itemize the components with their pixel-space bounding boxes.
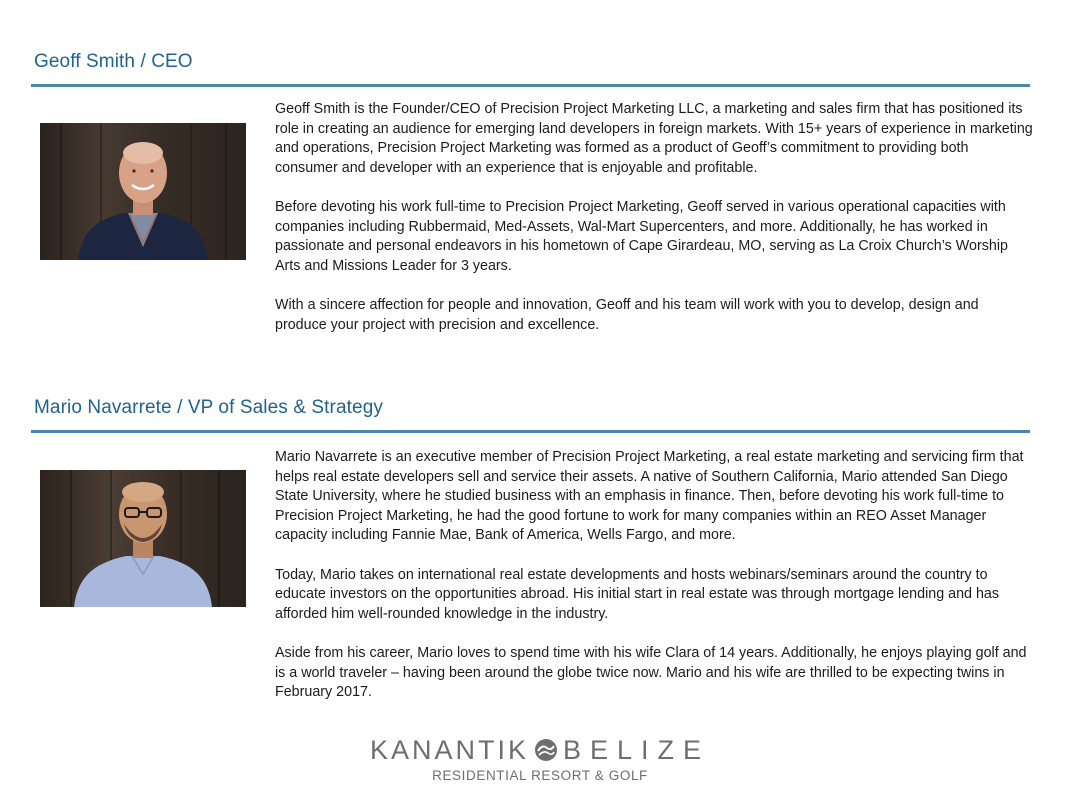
bio-text-mario (275, 448, 1033, 722)
brand-tagline: RESIDENTIAL RESORT & GOLF (432, 768, 648, 783)
brand-name-left: KANANTIK (369, 735, 529, 765)
section-heading-mario: Mario Navarrete / VP of Sales & Strategy (34, 397, 383, 418)
bio-paragraph: Mario Navarrete is an executive member of Precision Project Marketing, a real estate marketing and servicing firm that helps real estate developers sell and service their assets. A native of Southern California, Mario attended San Diego State University, where he studied business with an emphasis in finance. Then, before devoting his work full-time to Precision Project Marketing, he had the good fortune to work for many companies within an REO Asset Manager capacity including Fannie Mae, Bank of America, Wells Fargo, and more. (275, 449, 1024, 544)
bio-paragraph: Today, Mario takes on international real estate developments and hosts webinars/seminars around the country to educate investors on the opportunities abroad. His initial start in real estate was through mortgage lending and has afforded him well-rounded knowledge in the industry. (275, 566, 1000, 622)
brand-logo (0, 734, 1080, 783)
section-divider (31, 84, 1030, 87)
bio-paragraph: Geoff Smith is the Founder/CEO of Precision Project Marketing LLC, a marketing and sales firm that has positioned its role in creating an audience for emerging land developers in foreign markets. With 15+ years of experience in marketing and operations, Precision Project Marketing was formed as a product of Geoff’s commitment to providing both consumer and developer with an experience that is enjoyable and profitable. (275, 101, 1033, 176)
portrait-photo-geoff (40, 123, 246, 260)
bio-paragraph: Aside from his career, Mario loves to spend time with his wife Clara of 14 years. Additionally, he enjoys playing golf and is a world traveler – having been around the globe twice now. Mario and his wife are thrilled to be expecting twins in February 2017. (275, 644, 1027, 701)
section-divider (31, 430, 1030, 433)
swirl-logo-icon (533, 737, 559, 763)
section-heading-geoff: Geoff Smith / CEO (34, 51, 193, 72)
bio-paragraph: With a sincere affection for people and innovation, Geoff and his team will work with you to develop, design and produce your project with precision and excellence. (275, 296, 979, 333)
brand-name-right: BELIZE (562, 735, 711, 765)
portrait-photo-mario (40, 470, 246, 607)
bio-text-geoff (275, 100, 1033, 355)
bio-paragraph: Before devoting his work full-time to Precision Project Marketing, Geoff served in various operational capacities with companies including Rubbermaid, Med-Assets, Wal-Mart Supercenters, and more. Additionally, he has worked in passionate and personal endeavors in his hometown of Cape Girardeau, MO, serving as La Croix Church’s Worship Arts and Missions Leader for 3 years. (275, 198, 1008, 274)
